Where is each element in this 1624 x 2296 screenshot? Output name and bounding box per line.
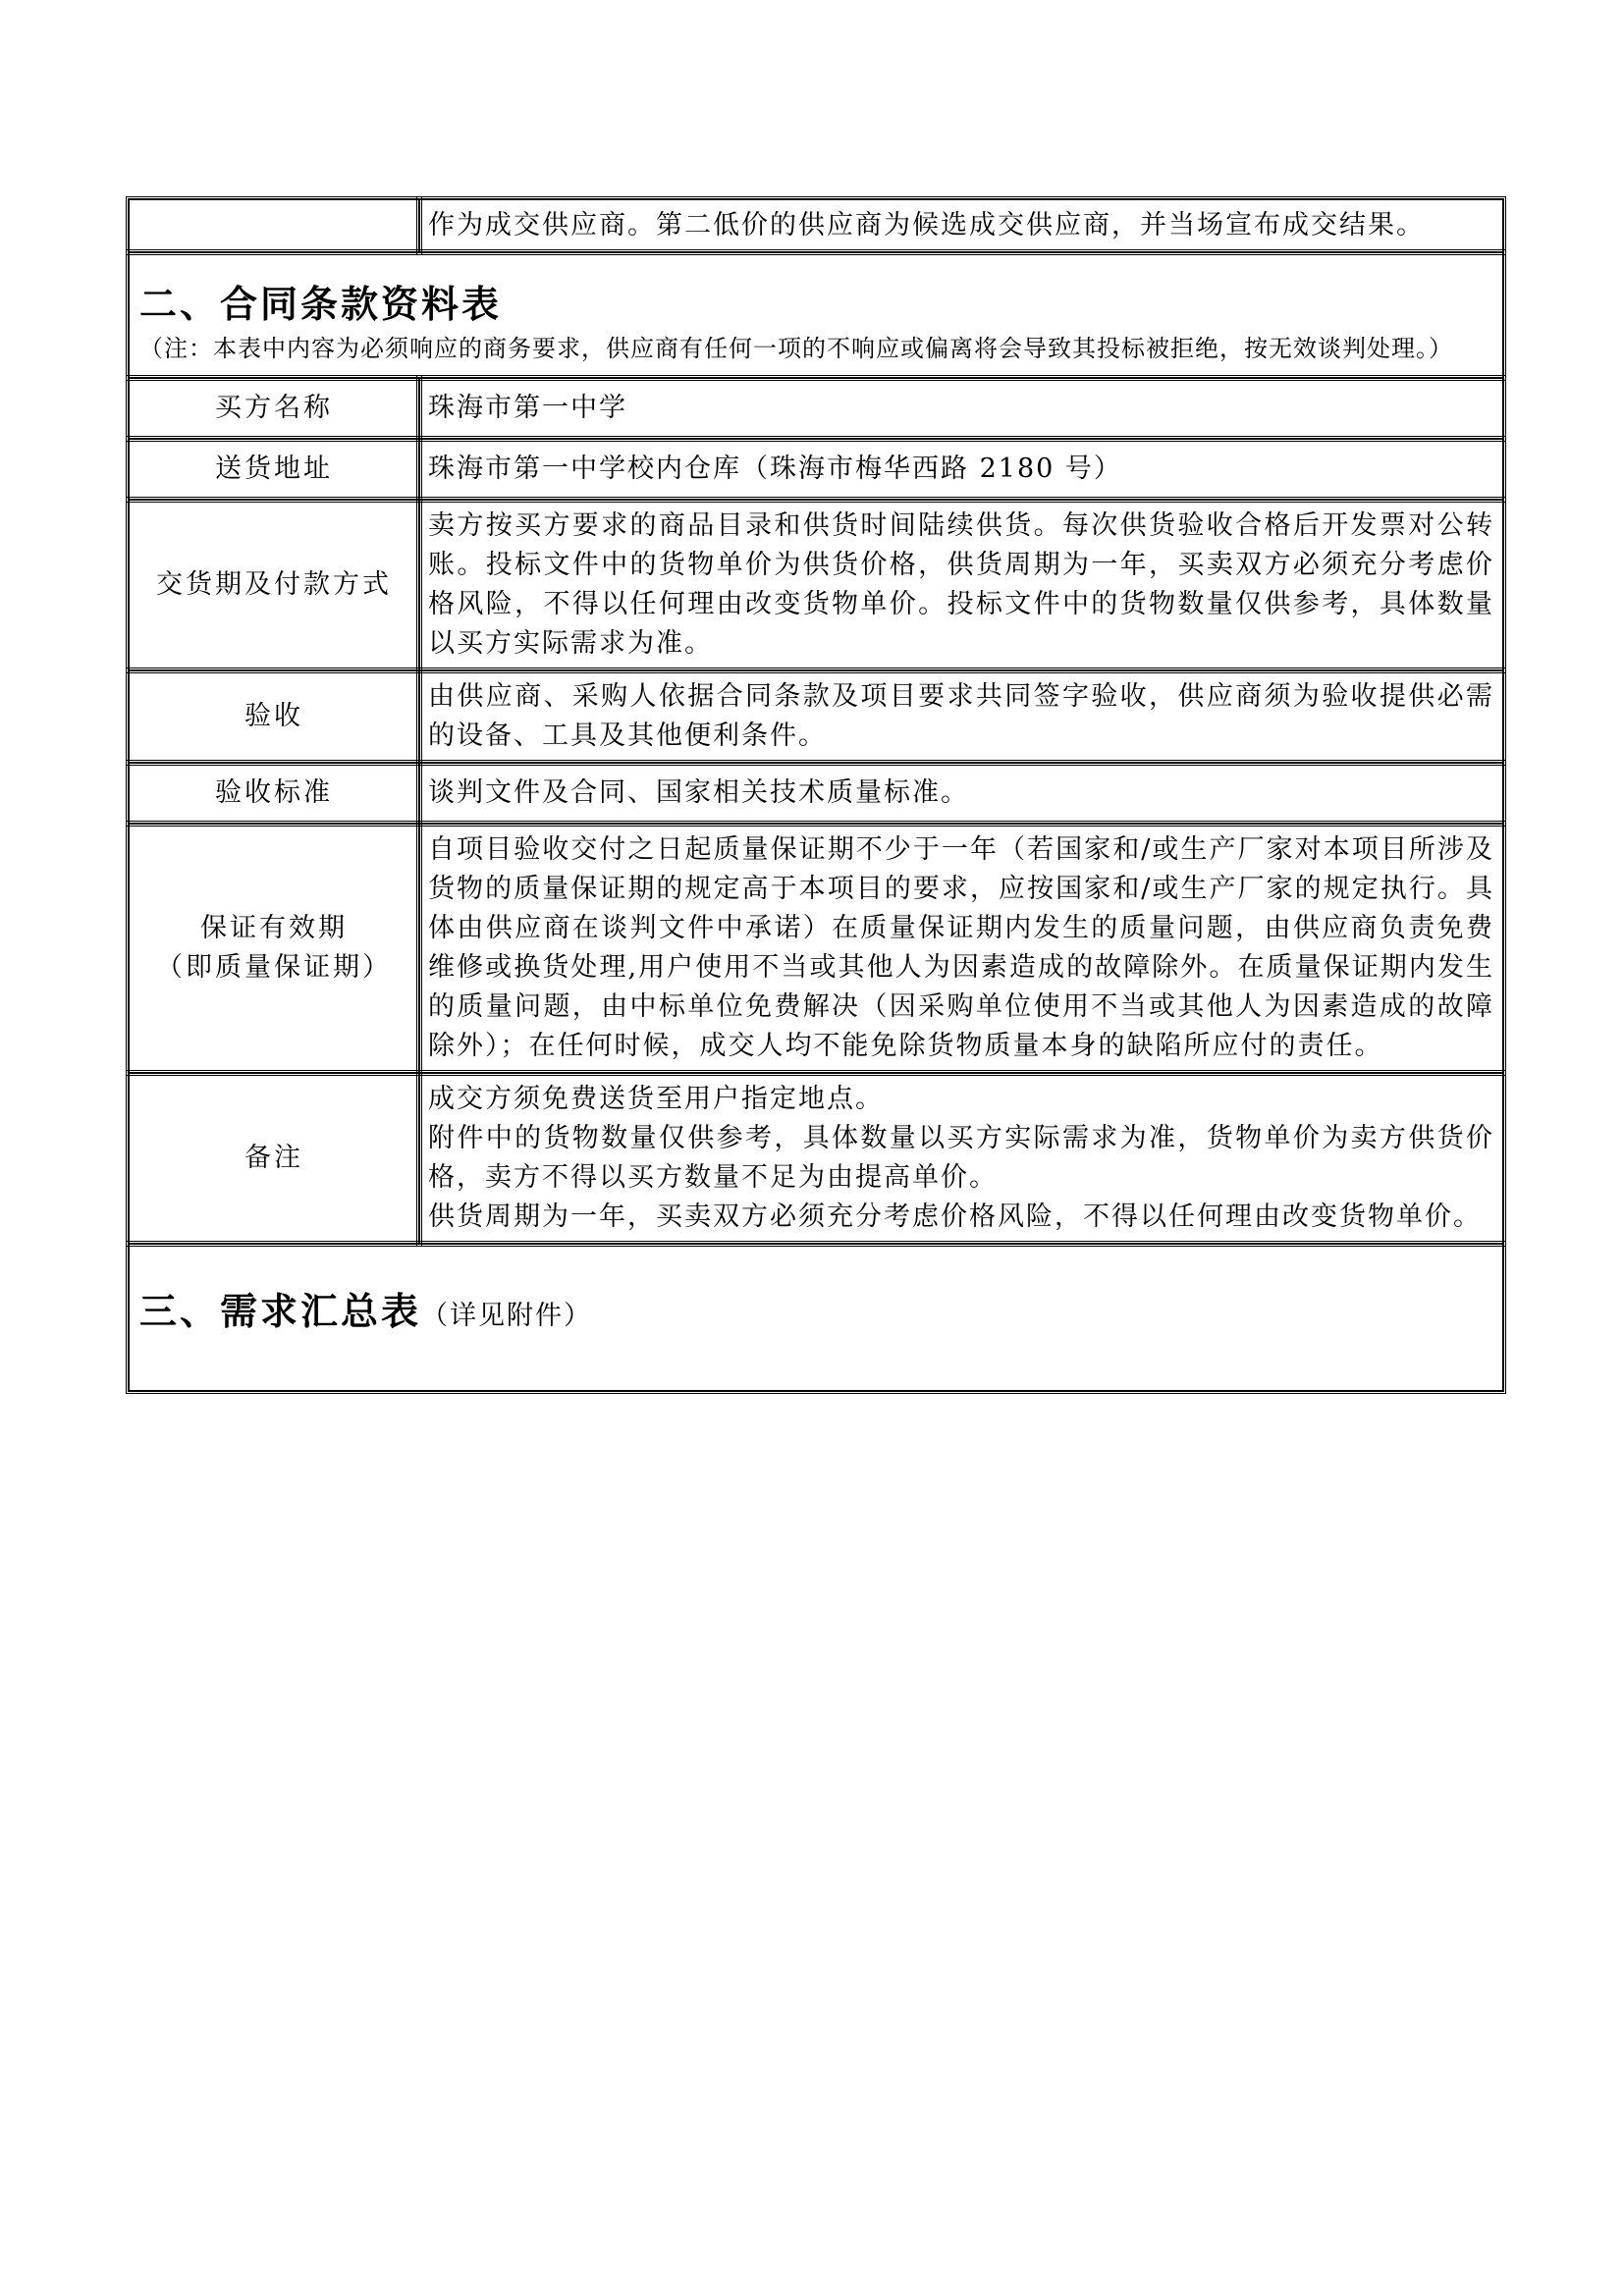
warranty-label <box>129 824 419 1073</box>
table-row <box>129 824 1503 1073</box>
section-2-title: 二、合同条款资料表 <box>139 282 503 326</box>
table-row <box>129 500 1503 670</box>
warranty-label-line1: 保证有效期 <box>200 913 348 943</box>
acceptance-standard-value: 谈判文件及合同、国家相关技术质量标准。 <box>419 763 1503 824</box>
table-row <box>129 763 1503 824</box>
contract-table <box>126 196 1506 1394</box>
delivery-address-value: 珠海市第一中学校内仓库（珠海市梅华西路 2180 号） <box>419 439 1503 500</box>
section-3-header <box>129 1244 1503 1391</box>
delivery-payment-value: 卖方按买方要求的商品目录和供货时间陆续供货。每次供货验收合格后开发票对公转账。投标文件中的货物单价为供货价格，供货周期为一年，买卖双方必须充分考虑价格风险，不得以任何理由改变货物单价。投标文件中的货物数量仅供参考，具体数量以买方实际需求为准。 <box>419 500 1503 670</box>
section-2-header-row <box>129 252 1503 378</box>
remarks-paragraph: 供货周期为一年，买卖双方必须充分考虑价格风险，不得以任何理由改变货物单价。 <box>428 1201 1482 1232</box>
buyer-name-value: 珠海市第一中学 <box>419 378 1503 439</box>
remarks-label: 备注 <box>129 1073 419 1244</box>
table-row <box>129 1073 1503 1244</box>
section-3-header-row <box>129 1244 1503 1391</box>
remarks-value <box>419 1073 1503 1244</box>
warranty-label-line2: （即质量保证期） <box>156 952 392 983</box>
acceptance-label: 验收 <box>129 670 419 763</box>
buyer-name-label: 买方名称 <box>129 378 419 439</box>
acceptance-value: 由供应商、采购人依据合同条款及项目要求共同签字验收，供应商须为验收提供必需的设备、工具及其他便利条件。 <box>419 670 1503 763</box>
table-row <box>129 670 1503 763</box>
warranty-value: 自项目验收交付之日起质量保证期不少于一年（若国家和/或生产厂家对本项目所涉及货物的质量保证期的规定高于本项目的要求，应按国家和/或生产厂家的规定执行。具体由供应商在谈判文件中承诺）在质量保证期内发生的质量问题，由供应商负责免费维修或换货处理,用户使用不当或其他人为因素造成的故障除外。在质量保证期内发生的质量问题，由中标单位免费解决（因采购单位使用不当或其他人为因素造成的故障除外）；在任何时候，成交人均不能免除货物质量本身的缺陷所应付的责任。 <box>419 824 1503 1073</box>
section-3-title: 三、需求汇总表 <box>139 1289 422 1333</box>
section-2-note: （注：本表中内容为必须响应的商务要求，供应商有任何一项的不响应或偏离将会导致其投标被拒绝，按无效谈判处理。） <box>139 335 1453 362</box>
remarks-paragraph: 附件中的货物数量仅供参考，具体数量以买方实际需求为准，货物单价为卖方供货价格，卖方不得以买方数量不足为由提高单价。 <box>428 1123 1494 1193</box>
document-page <box>126 196 1506 1394</box>
table-row <box>129 378 1503 439</box>
section-2-header <box>129 252 1503 378</box>
delivery-address-label: 送货地址 <box>129 439 419 500</box>
delivery-payment-label: 交货期及付款方式 <box>129 500 419 670</box>
acceptance-standard-label: 验收标准 <box>129 763 419 824</box>
table-row <box>129 439 1503 500</box>
top-row-label <box>129 199 419 252</box>
top-row-text: 作为成交供应商。第二低价的供应商为候选成交供应商，并当场宣布成交结果。 <box>419 199 1503 252</box>
table-row <box>129 199 1503 252</box>
remarks-paragraph: 成交方须免费送货至用户指定地点。 <box>428 1084 884 1114</box>
section-3-note: （详见附件） <box>421 1301 593 1331</box>
